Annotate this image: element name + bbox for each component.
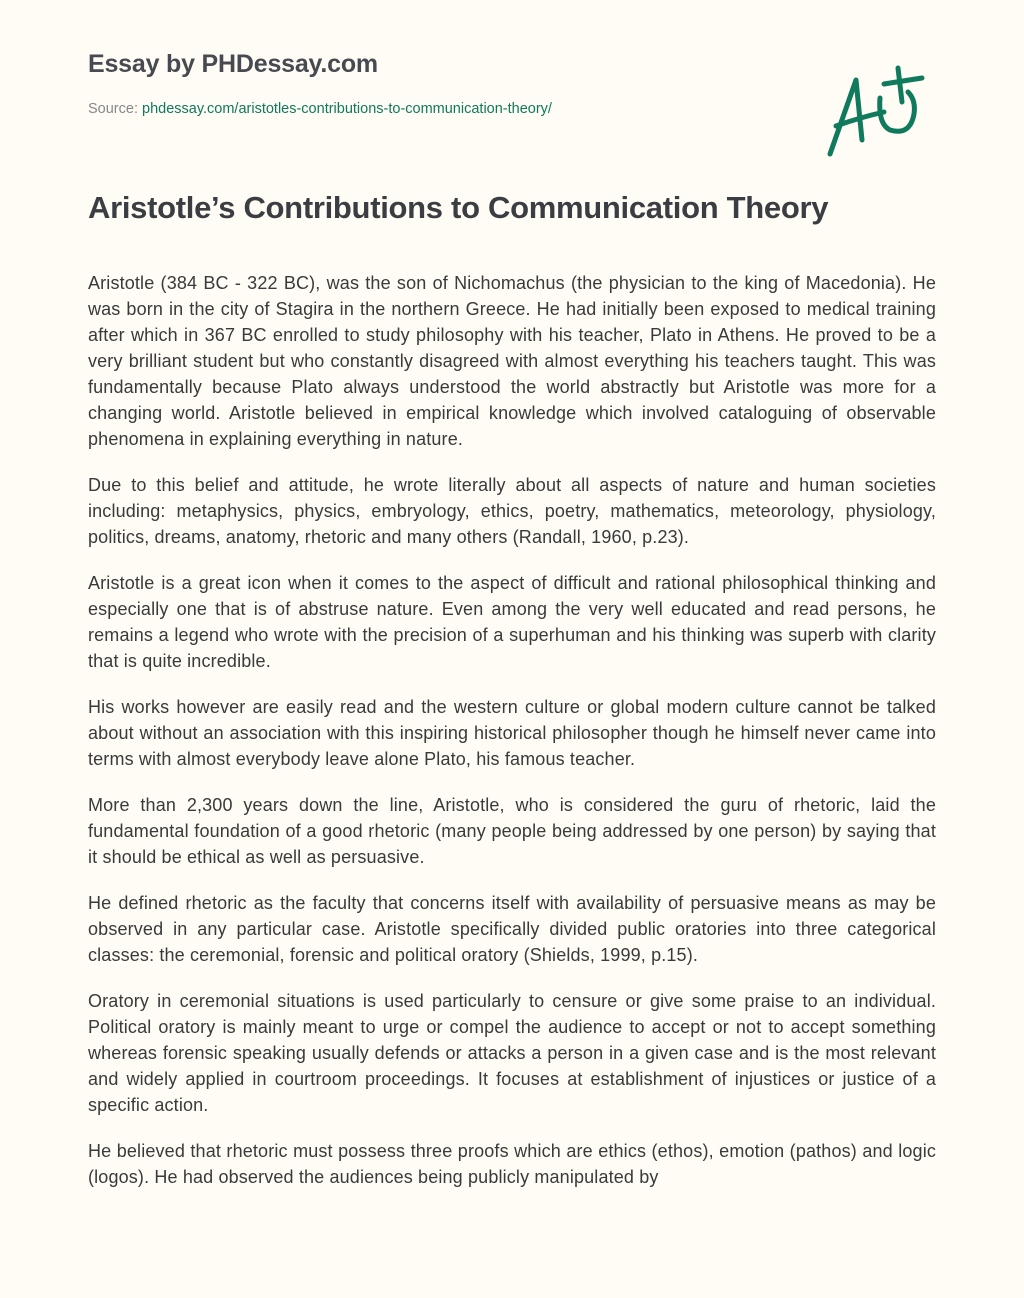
site-brand: Essay by PHDessay.com xyxy=(88,50,378,78)
paragraph: Aristotle is a great icon when it comes to the aspect of difficult and rational philosophical thinking and especially one that is of abstruse nature. Even among the very well educated and read persons, he remains a legend who wrote with the precision of a superhuman and his thinking was superb with clarity that is quite incredible. xyxy=(88,573,936,671)
a-plus-logo-icon xyxy=(818,62,930,162)
source-label: Source: xyxy=(88,101,138,117)
paragraph: He believed that rhetoric must possess three proofs which are ethics (ethos), emotion (pathos) and logic (logos). He had observed the audiences being publicly manipulated by xyxy=(88,1141,936,1187)
paragraph: Aristotle (384 BC - 322 BC), was the son of Nichomachus (the physician to the king of Macedonia). He was born in the city of Stagira in the northern Greece. He had initially been exposed to medical training after which in 367 BC enrolled to study philosophy with his teacher, Plato in Athens. He proved to be a very brilliant student but who constantly disagreed with almost everything his teachers taught. This was fundamentally because Plato always understood the world abstractly but Aristotle was more for a changing world. Aristotle believed in empirical knowledge which involved cataloguing of observable phenomena in explaining everything in nature. xyxy=(88,273,936,449)
source-line xyxy=(88,101,552,117)
paragraph: Oratory in ceremonial situations is used particularly to censure or give some praise to an individual. Political oratory is mainly meant to urge or compel the audience to accept or not to accept something whereas forensic speaking usually defends or attacks a person in a given case and is the most relevant and widely applied in courtroom proceedings. It focuses at establishment of injustices or justice of a specific action. xyxy=(88,991,936,1115)
paragraph: His works however are easily read and the western culture or global modern culture cannot be talked about without an association with this inspiring historical philosopher though he himself never came into terms with almost everybody leave alone Plato, his famous teacher. xyxy=(88,697,936,769)
essay-body xyxy=(88,270,936,1254)
paragraph: He defined rhetoric as the faculty that concerns itself with availability of persuasive means as may be observed in any particular case. Aristotle specifically divided public oratories into three categorical classes: the ceremonial, forensic and political oratory (Shields, 1999, p.15). xyxy=(88,893,936,965)
source-link[interactable]: phdessay.com/aristotles-contributions-to-communication-theory/ xyxy=(142,101,552,117)
paragraph: Due to this belief and attitude, he wrote literally about all aspects of nature and human societies including: metaphysics, physics, embryology, ethics, poetry, mathematics, meteorology, physiology, politics, dreams, anatomy, rhetoric and many others (Randall, 1960, p.23). xyxy=(88,475,936,547)
paragraph: More than 2,300 years down the line, Aristotle, who is considered the guru of rhetoric, laid the fundamental foundation of a good rhetoric (many people being addressed by one person) by saying that it should be ethical as well as persuasive. xyxy=(88,795,936,867)
page-title: Aristotle’s Contributions to Communication Theory xyxy=(88,190,829,225)
